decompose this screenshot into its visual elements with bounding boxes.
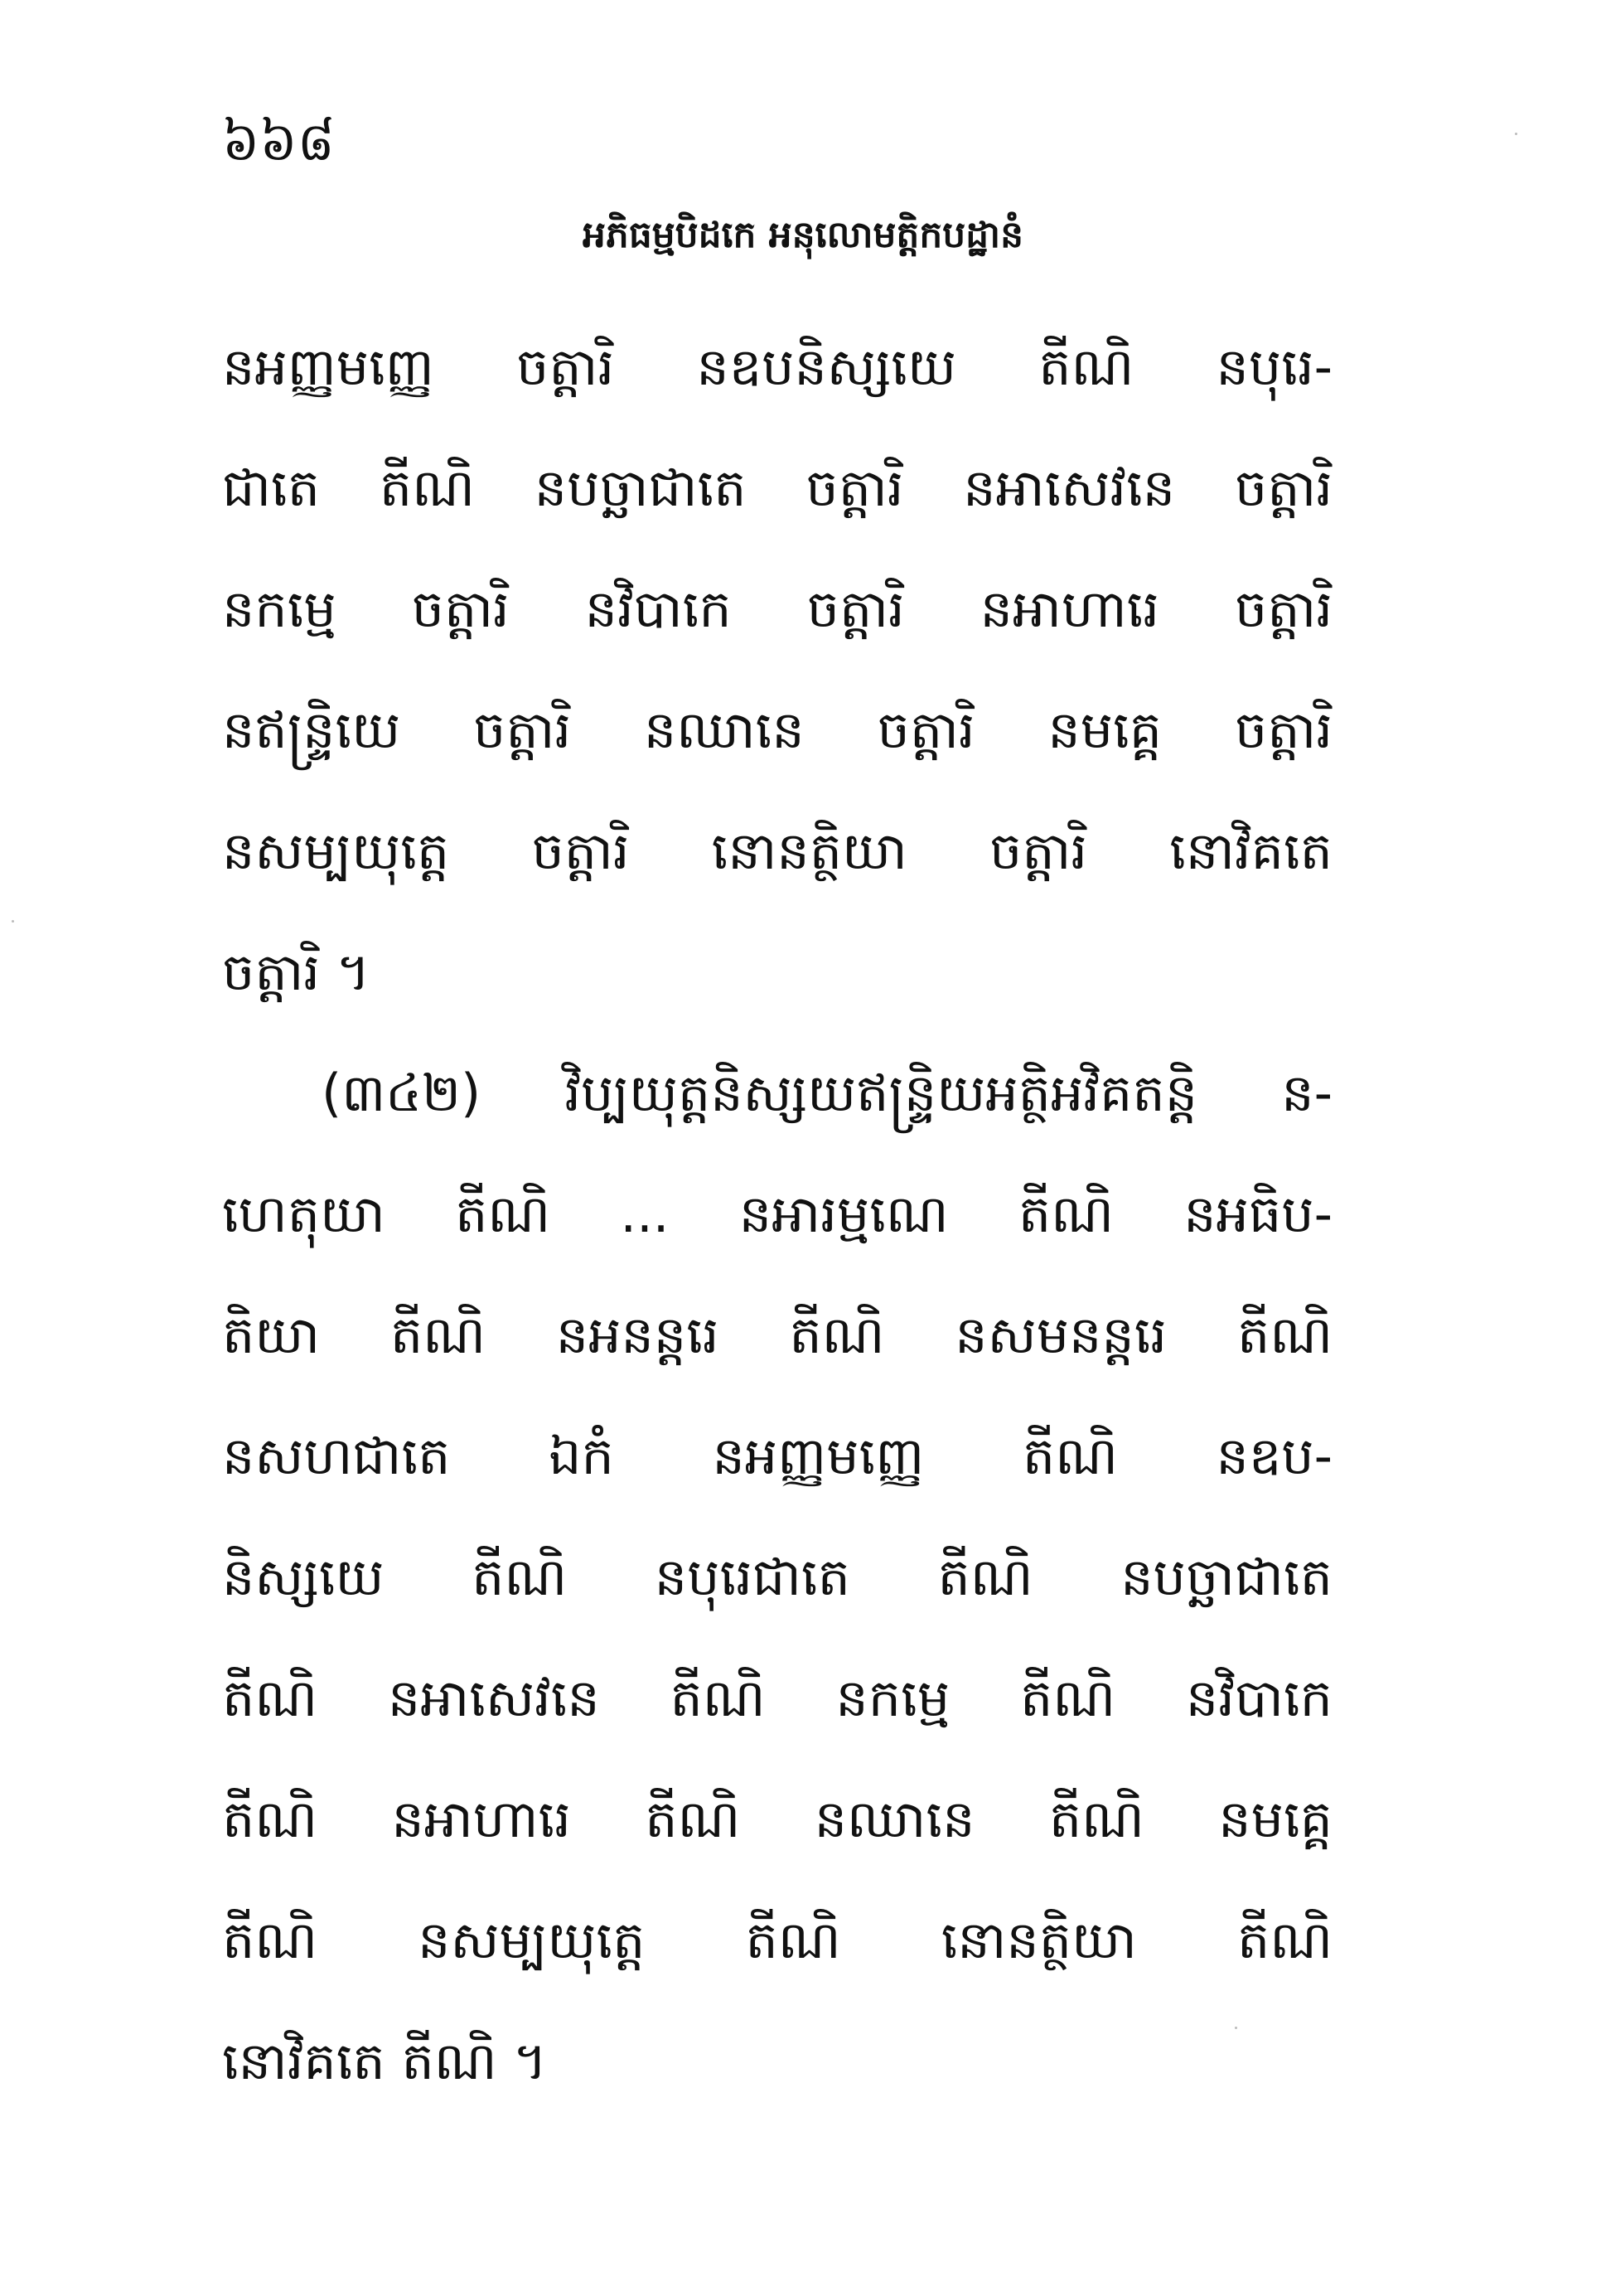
body-text <box>222 307 1333 2122</box>
text-line: នអញ្ញមញ្ញេ ចត្តារិ នឧបនិស្សយេ តីណិ នបុរេ- <box>222 337 1333 397</box>
text-line: តីណិ នអាសេវនេ តីណិ នកម្មេ តីណិ នវិបាកេ <box>222 1668 1333 1728</box>
text-line: (៣៤២) វិប្បយុត្តនិស្សយឥន្ទ្រិយអត្ថិអវិគតន្តិ ន- <box>322 1063 1333 1123</box>
text-line: តីណិ នអាហារេ តីណិ នឈានេ តីណិ នមគ្គេ <box>222 1789 1333 1849</box>
text-line: នឥន្ទ្រិយេ ចត្តារិ នឈានេ ចត្តារិ នមគ្គេ ចត្តារិ <box>222 700 1333 760</box>
scan-speck <box>1235 2027 1237 2029</box>
text-line: នោវិគតេ តីណិ ។ <box>222 2031 548 2091</box>
text-line: នសហជាតេ ឯកំ នអញ្ញមញ្ញេ តីណិ នឧប- <box>222 1426 1333 1486</box>
page-number: ៦៦៨ <box>222 112 335 173</box>
text-line: ហេតុយា តីណិ ... នអារម្មណេ តីណិ នអធិប- <box>222 1184 1333 1244</box>
text-line: តិយា តីណិ នអនន្តរេ តីណិ នសមនន្តរេ តីណិ <box>222 1305 1333 1365</box>
text-line: នសម្បយុត្តេ ចត្តារិ នោនត្ថិយា ចត្តារិ នោវិគតេ <box>222 821 1333 881</box>
text-line: នកម្មេ ចត្តារិ នវិបាកេ ចត្តារិ នអាហារេ ចត្តារិ <box>222 579 1333 639</box>
scan-speck <box>12 920 14 923</box>
text-line: ជាតេ តីណិ នបច្ឆាជាតេ ចត្តារិ នអាសេវនេ ចត្តារិ <box>222 458 1333 518</box>
text-line: តីណិ នសម្បយុត្តេ តីណិ នោនត្ថិយា តីណិ <box>222 1910 1333 1970</box>
text-line: ចត្តារិ ។ <box>222 942 370 1002</box>
scan-speck <box>1515 133 1517 135</box>
running-header: អភិធម្មបិដកេ អនុលោមត្តិកបដ្ឋានំ <box>582 214 1024 256</box>
text-line: និស្សយេ តីណិ នបុរេជាតេ តីណិ នបច្ឆាជាតេ <box>222 1547 1333 1607</box>
